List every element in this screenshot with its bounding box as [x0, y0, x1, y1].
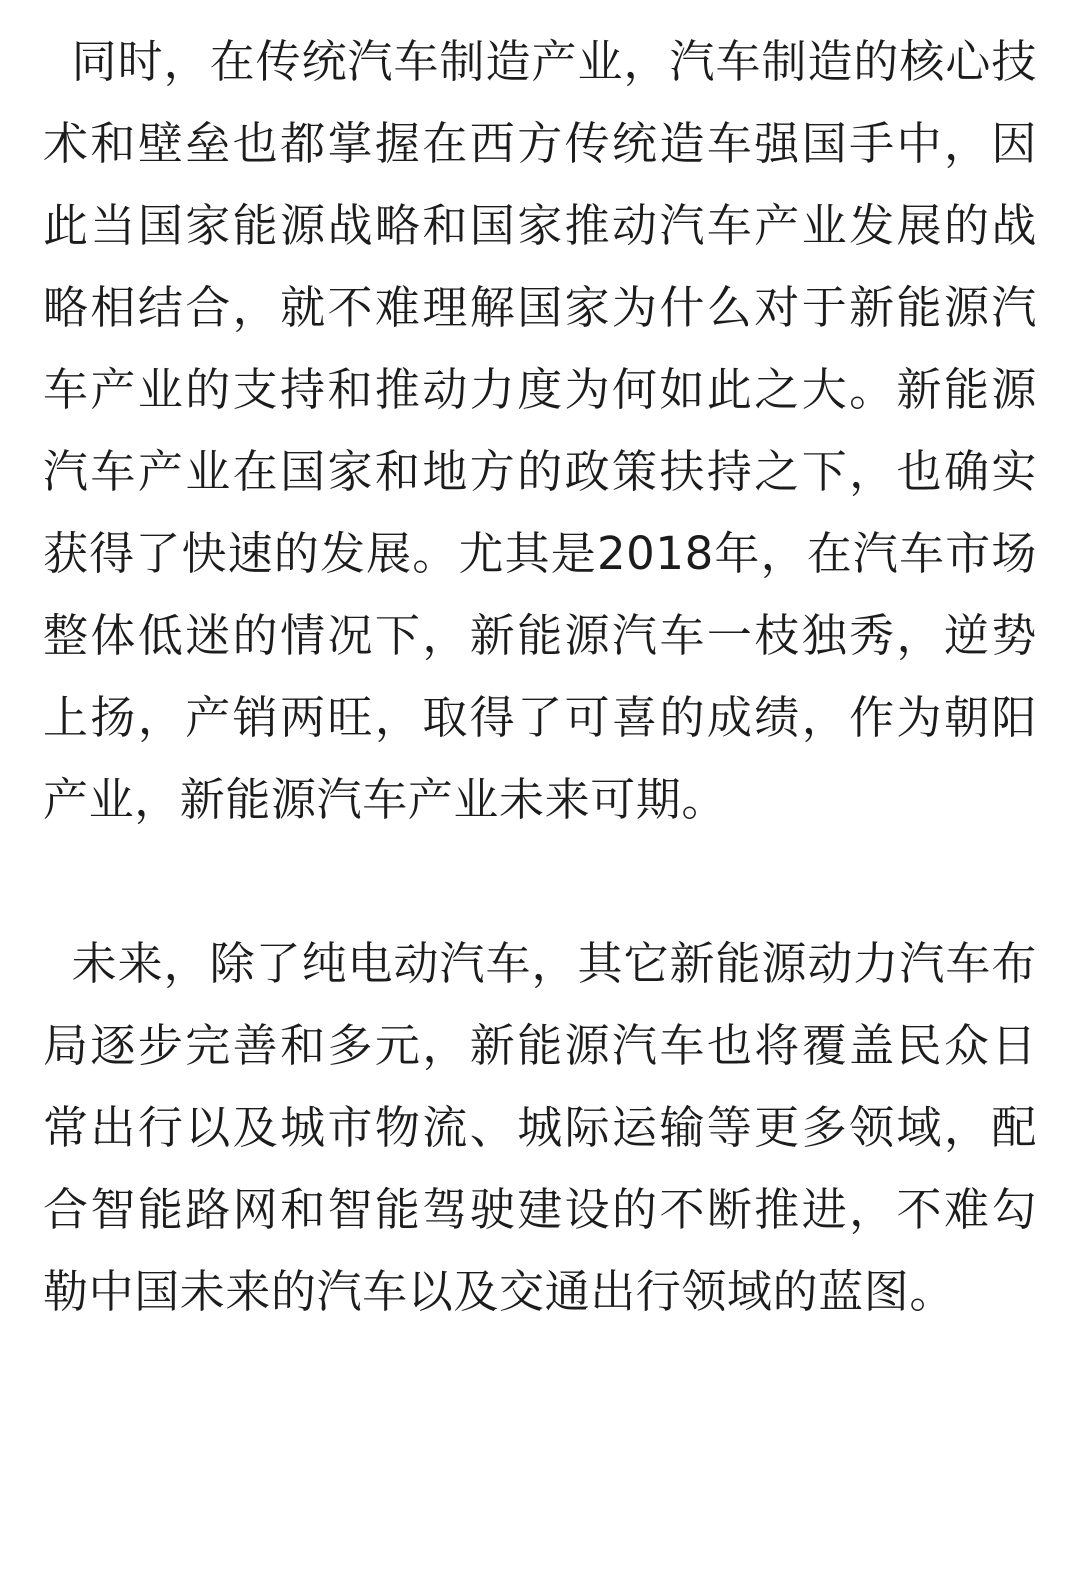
paragraph-industry-development: 同时，在传统汽车制造产业，汽车制造的核心技术和壁垒也都掌握在西方传统造车强国手中，因此当国家能源战略和国家推动汽车产业发展的战略相结合，就不难理解国家为什么对于新能源汽车产业的支持和推动力度为何如此之大。新能源汽车产业在国家和地方的政策扶持之下，也确实获得了快速的发展。尤其是2018年，在汽车市场整体低迷的情况下，新能源汽车一枝独秀，逆势上扬，产销两旺，取得了可喜的成绩，作为朝阳产业，新能源汽车产业未来可期。: [43, 35, 1037, 826]
paragraph-future-outlook: 未来，除了纯电动汽车，其它新能源动力汽车布局逐步完善和多元，新能源汽车也将覆盖民众日常出行以及城市物流、城际运输等更多领域，配合智能路网和智能驾驶建设的不断推进，不难勾勒中国未来的汽车以及交通出行领域的蓝图。: [43, 937, 1037, 1318]
article-body: [43, 0, 1037, 1333]
